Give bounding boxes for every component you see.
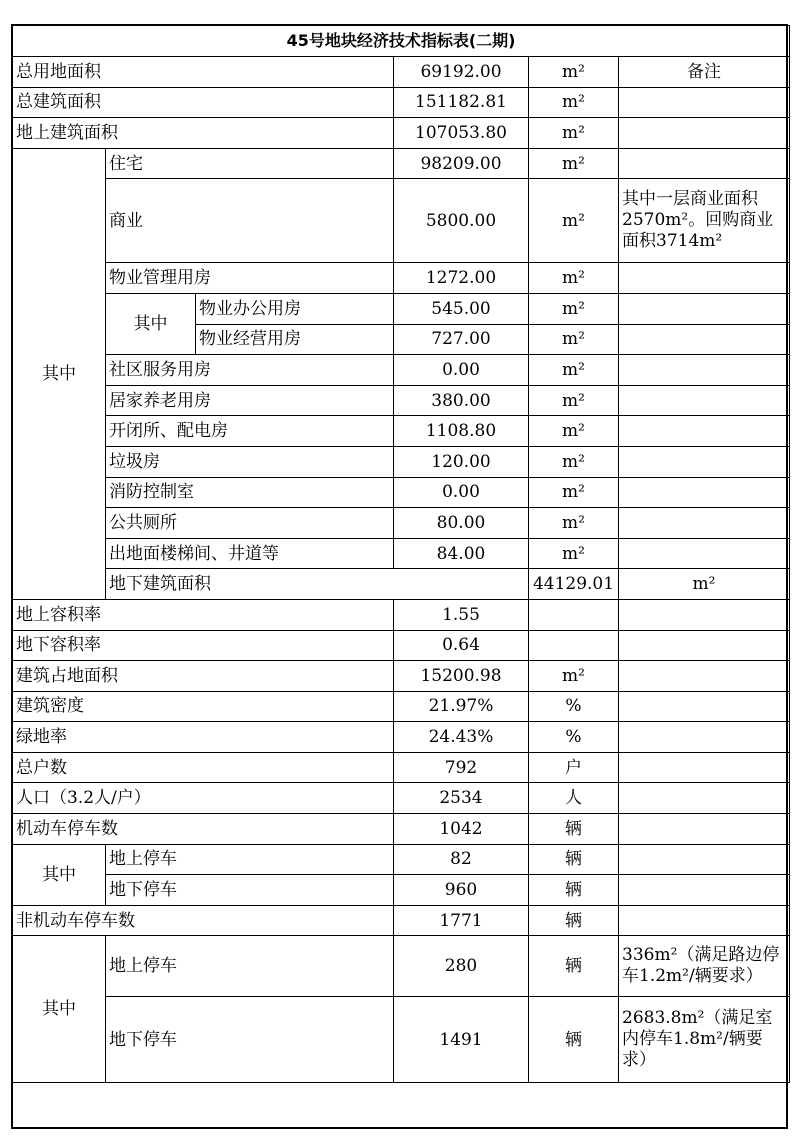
- row-remark: [619, 691, 790, 722]
- table-row: [13, 538, 790, 569]
- table-row: [13, 355, 790, 386]
- row-value: 21.97%: [394, 691, 529, 722]
- row-unit: m²: [529, 446, 619, 477]
- table-row: [13, 385, 790, 416]
- row-label: 社区服务用房: [106, 355, 394, 386]
- row-value: 1.55: [394, 599, 529, 630]
- row-remark: [619, 263, 790, 294]
- row-value: 380.00: [394, 385, 529, 416]
- row-value: 151182.81: [394, 87, 529, 118]
- row-unit: 辆: [529, 905, 619, 936]
- table-row: [13, 905, 790, 936]
- row-remark: [619, 293, 790, 324]
- row-remark: [619, 661, 790, 692]
- row-unit: 辆: [529, 997, 619, 1083]
- row-unit: [529, 630, 619, 661]
- row-value: 545.00: [394, 293, 529, 324]
- row-remark: [619, 416, 790, 447]
- row-remark: [619, 538, 790, 569]
- row-value: 0.64: [394, 630, 529, 661]
- row-label: 总户数: [13, 752, 394, 783]
- table-row: [13, 661, 790, 692]
- row-value: 960: [394, 875, 529, 906]
- row-unit: m²: [529, 661, 619, 692]
- row-unit: 人: [529, 783, 619, 814]
- row-label: 垃圾房: [106, 446, 394, 477]
- row-unit: [529, 599, 619, 630]
- economic-indicator-table: [12, 25, 790, 1083]
- row-remark: [619, 905, 790, 936]
- row-label: 商业: [106, 179, 394, 263]
- row-remark: [619, 355, 790, 386]
- table-row: [13, 57, 790, 88]
- table-row: [13, 416, 790, 447]
- row-label: 地上容积率: [13, 599, 394, 630]
- row-unit: m²: [529, 87, 619, 118]
- group-label: 其中: [13, 844, 106, 905]
- table-row: [13, 752, 790, 783]
- row-unit: m²: [529, 508, 619, 539]
- row-unit: m²: [529, 57, 619, 88]
- row-label: 总建筑面积: [13, 87, 394, 118]
- row-value: 2534: [394, 783, 529, 814]
- row-label: 地上停车: [106, 936, 394, 997]
- row-unit: m²: [529, 477, 619, 508]
- table-row: [13, 87, 790, 118]
- row-label: 机动车停车数: [13, 814, 394, 845]
- row-value: 44129.01: [529, 569, 619, 600]
- row-unit: 辆: [529, 814, 619, 845]
- row-value: 1272.00: [394, 263, 529, 294]
- row-value: 1491: [394, 997, 529, 1083]
- row-unit: m²: [529, 324, 619, 355]
- row-remark: 2683.8m²（满足室内停车1.8m²/辆要求）: [619, 997, 790, 1083]
- table-row: [13, 477, 790, 508]
- row-remark: [619, 87, 790, 118]
- row-label: 物业管理用房: [106, 263, 394, 294]
- table-title: 45号地块经济技术指标表(二期): [13, 26, 790, 57]
- row-unit: m²: [529, 385, 619, 416]
- group-label: 其中: [13, 936, 106, 1083]
- row-value: 280: [394, 936, 529, 997]
- table-row: [13, 783, 790, 814]
- row-value: 98209.00: [394, 148, 529, 179]
- table-row: [13, 446, 790, 477]
- row-value: 107053.80: [394, 118, 529, 149]
- row-unit: 辆: [529, 936, 619, 997]
- row-unit: 户: [529, 752, 619, 783]
- row-remark: [619, 385, 790, 416]
- row-remark: 336m²（满足路边停车1.2m²/辆要求）: [619, 936, 790, 997]
- remark-header: 备注: [619, 57, 790, 88]
- table-row: [13, 936, 790, 997]
- row-value: 0.00: [394, 355, 529, 386]
- row-remark: [619, 508, 790, 539]
- group-label: 其中: [13, 148, 106, 599]
- table-row: [13, 691, 790, 722]
- row-value: 1771: [394, 905, 529, 936]
- row-value: 24.43%: [394, 722, 529, 753]
- subgroup-label: 其中: [106, 293, 196, 354]
- table-row: [13, 179, 790, 263]
- row-remark: [619, 324, 790, 355]
- row-value: 84.00: [394, 538, 529, 569]
- row-value: 5800.00: [394, 179, 529, 263]
- row-value: 15200.98: [394, 661, 529, 692]
- row-label: 住宅: [106, 148, 394, 179]
- row-unit: m²: [529, 148, 619, 179]
- table-row: [13, 569, 790, 600]
- row-remark: [619, 630, 790, 661]
- row-value: 80.00: [394, 508, 529, 539]
- row-unit: m²: [529, 355, 619, 386]
- row-remark: [619, 783, 790, 814]
- table-row: [13, 599, 790, 630]
- row-label: 非机动车停车数: [13, 905, 394, 936]
- row-unit: %: [529, 722, 619, 753]
- row-label: 总用地面积: [13, 57, 394, 88]
- row-remark: [619, 446, 790, 477]
- table-row: [13, 814, 790, 845]
- row-remark: [619, 722, 790, 753]
- row-remark: [619, 844, 790, 875]
- row-remark: 其中一层商业面积2570m²。回购商业面积3714m²: [619, 179, 790, 263]
- row-remark: [619, 814, 790, 845]
- table-row: [13, 997, 790, 1083]
- table-row: [13, 630, 790, 661]
- row-remark: [619, 752, 790, 783]
- row-label: 地上停车: [106, 844, 394, 875]
- row-label: 开闭所、配电房: [106, 416, 394, 447]
- row-value: 792: [394, 752, 529, 783]
- row-label: 物业经营用房: [196, 324, 394, 355]
- row-label: 建筑密度: [13, 691, 394, 722]
- table-row: [13, 875, 790, 906]
- row-value: 0.00: [394, 477, 529, 508]
- row-unit: m²: [619, 569, 790, 600]
- table-row: [13, 844, 790, 875]
- row-unit: 辆: [529, 844, 619, 875]
- row-unit: m²: [529, 263, 619, 294]
- row-value: 1042: [394, 814, 529, 845]
- table-title-row: [13, 26, 790, 57]
- row-label: 地上建筑面积: [13, 118, 394, 149]
- row-label: 消防控制室: [106, 477, 394, 508]
- row-unit: m²: [529, 293, 619, 324]
- table-row: [13, 508, 790, 539]
- row-label: 地下停车: [106, 997, 394, 1083]
- row-value: 82: [394, 844, 529, 875]
- row-label: 人口（3.2人/户）: [13, 783, 394, 814]
- row-value: 69192.00: [394, 57, 529, 88]
- table-row: [13, 148, 790, 179]
- row-label: 地下建筑面积: [106, 569, 529, 600]
- table-row: [13, 293, 790, 324]
- table-row: [13, 263, 790, 294]
- row-remark: [619, 118, 790, 149]
- row-label: 绿地率: [13, 722, 394, 753]
- row-unit: %: [529, 691, 619, 722]
- row-unit: m²: [529, 416, 619, 447]
- row-unit: m²: [529, 118, 619, 149]
- row-label: 地下容积率: [13, 630, 394, 661]
- row-unit: m²: [529, 179, 619, 263]
- row-remark: [619, 599, 790, 630]
- row-label: 居家养老用房: [106, 385, 394, 416]
- row-unit: 辆: [529, 875, 619, 906]
- row-label: 地下停车: [106, 875, 394, 906]
- row-remark: [619, 875, 790, 906]
- row-value: 1108.80: [394, 416, 529, 447]
- row-label: 物业办公用房: [196, 293, 394, 324]
- table-row: [13, 722, 790, 753]
- table-row: [13, 118, 790, 149]
- row-unit: m²: [529, 538, 619, 569]
- row-label: 出地面楼梯间、井道等: [106, 538, 394, 569]
- row-label: 公共厕所: [106, 508, 394, 539]
- row-remark: [619, 148, 790, 179]
- row-value: 120.00: [394, 446, 529, 477]
- row-value: 727.00: [394, 324, 529, 355]
- row-label: 建筑占地面积: [13, 661, 394, 692]
- row-remark: [619, 477, 790, 508]
